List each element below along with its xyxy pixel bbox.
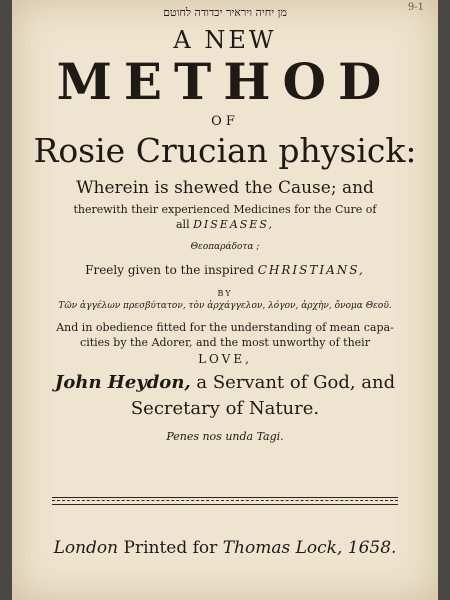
motto: Penes nos unda Tagi. [166,430,284,443]
title-line-2: METHOD [56,52,394,111]
author-name: John Heydon, [54,372,191,393]
ornament-rule-top [52,497,398,498]
subtitle-line-7: LOVE, [198,352,252,366]
imprint [12,538,438,558]
author-line-1 [12,372,438,393]
imprint-city: London [53,538,119,558]
subtitle-line-5: And in obedience fitted for the understanding of mean capa- [56,321,394,334]
title-line-1: A NEW [173,26,277,54]
author-rest: a Servant of God, and [190,372,396,393]
christians-word: CHRISTIANS, [257,263,365,277]
imprint-printer: Thomas Lock, [222,538,343,558]
diseases-word: DISEASES, [193,218,274,231]
pencil-mark: 9-1 [407,2,424,13]
ornament-rule-bottom [52,504,398,505]
author-line-2: Secretary of Nature. [130,398,320,419]
subtitle-line-4 [12,263,438,277]
greek-line-2: Τῶν ἀγγέλων πρεσβύτατον, τὸν ἀρχάγγελον, λόγον, ἀρχὴν, ὄνομα Θεοῦ. [58,301,392,311]
greek-line-1: Θεοπαράδοτα ; [190,242,260,252]
title-page [12,0,438,600]
subtitle-line-4-pre: Freely given to the inspired [85,263,258,277]
imprint-mid: Printed for [118,538,223,558]
title-line-3: OF [211,114,239,129]
imprint-year: 1658. [342,538,397,558]
hebrew-epigraph: מן יחיה ויראיר יכדודה לחוטם [163,6,287,19]
ornament-rule-middle [52,500,398,501]
subtitle-line-2: therewith their experienced Medicines for the Cure of [73,203,377,216]
by-line: BY [217,289,233,298]
subtitle-line-6: cities by the Adorer, and the most unworthy of their [80,336,370,349]
subtitle-line-3 [12,218,438,231]
subtitle-line-3-pre: all [176,218,194,231]
title-line-4: Rosie Crucian physick: [33,131,417,170]
subtitle-line-1: Wherein is shewed the Cause; and [76,178,374,198]
